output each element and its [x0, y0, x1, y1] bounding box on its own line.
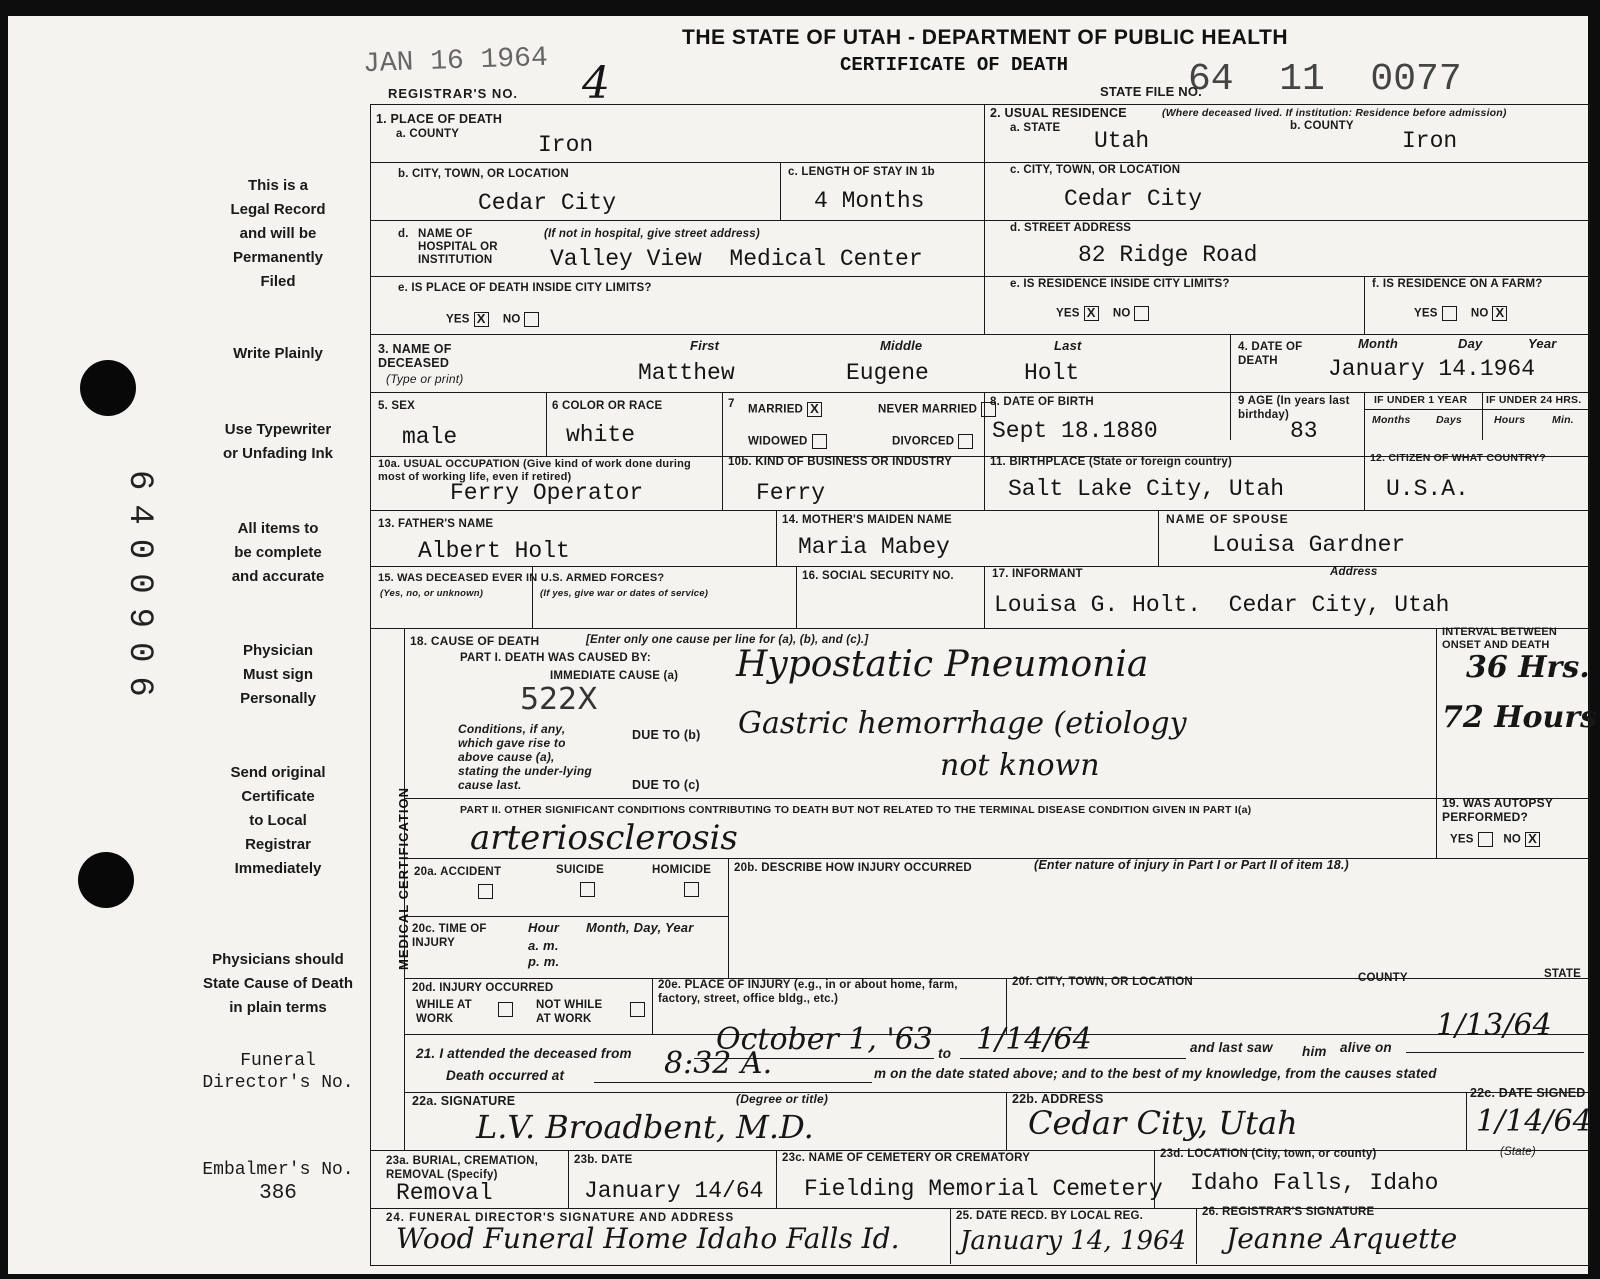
months-label: Months: [1372, 414, 1411, 426]
interval-a: 36 Hrs.: [1466, 650, 1590, 685]
part2-conditions: arteriosclerosis: [470, 818, 738, 858]
hour-label: Hour: [528, 920, 560, 935]
date-stamp: JAN 16 1964: [362, 42, 549, 81]
rule: [404, 916, 728, 917]
cause-of-death-label: 18. CAUSE OF DEATH: [410, 634, 540, 648]
rule: [1364, 276, 1365, 334]
while-at-work-checkbox[interactable]: [498, 1002, 513, 1017]
injury-occurred-label: 20d. INJURY OCCURRED: [412, 982, 554, 994]
date-of-death-label: 4. DATE OF DEATH: [1238, 341, 1303, 367]
rule: [370, 628, 1588, 629]
deceased-first-name: Matthew: [638, 360, 735, 386]
rule: [568, 1150, 569, 1208]
homicide-label: HOMICIDE: [652, 864, 712, 876]
month-day-year-label: Month, Day, Year: [586, 920, 694, 935]
autopsy-no-checkbox[interactable]: X: [1525, 832, 1540, 847]
color-race: white: [566, 422, 636, 448]
age: 83: [1290, 418, 1318, 444]
informant: Louisa G. Holt. Cedar City, Utah: [994, 592, 1450, 618]
place-of-injury-label: 20e. PLACE OF INJURY (e.g., in or about home, farm, factory, street, office bldg., etc.): [658, 979, 958, 1005]
rule: [1230, 334, 1231, 440]
first-name-label: First: [690, 338, 720, 353]
rule: [728, 858, 729, 978]
spouse-name: Louisa Gardner: [1212, 532, 1406, 558]
sidebar-send-original: Send original Certificate to Local Registrar Immediately: [230, 764, 326, 877]
registrar-no-label: REGISTRAR'S NO.: [388, 86, 519, 101]
sidebar-complete: All items to be complete and accurate: [231, 520, 325, 585]
rule: [370, 1150, 1588, 1151]
funeral-director-label: 24. FUNERAL DIRECTOR'S SIGNATURE AND ADDRESS: [386, 1212, 735, 1224]
alive-on-label: alive on: [1340, 1040, 1392, 1055]
residence-farm-yes-checkbox[interactable]: [1442, 306, 1457, 321]
usual-residence-label: 2. USUAL RESIDENCE: [990, 106, 1127, 120]
sidebar-funeral-director: Funeral Director's No.: [202, 1051, 354, 1093]
certificate-title: CERTIFICATE OF DEATH: [840, 54, 1069, 76]
under-24-hrs-label: IF UNDER 24 HRS.: [1486, 394, 1582, 406]
last-name-label: Last: [1054, 338, 1082, 353]
him-label: him: [1302, 1044, 1327, 1059]
mother-name-label: 14. MOTHER'S MAIDEN NAME: [782, 514, 952, 526]
residence-county: Iron: [1402, 128, 1458, 154]
ssn-label: 16. SOCIAL SECURITY NO.: [802, 570, 954, 582]
rule: [1482, 392, 1483, 440]
homicide-checkbox[interactable]: [684, 882, 699, 897]
autopsy-label: 19. WAS AUTOPSY PERFORMED?: [1442, 796, 1553, 824]
informant-label: 17. INFORMANT: [992, 568, 1083, 580]
death-county-label: a. COUNTY: [396, 128, 460, 140]
death-inside-limits-options: YES X NO: [446, 312, 543, 327]
rule: [546, 392, 547, 456]
rule: [950, 1208, 951, 1264]
armed-forces-note-b: (If yes, give war or dates of service): [540, 588, 709, 599]
year-label: Year: [1528, 336, 1557, 351]
not-while-at-work-checkbox[interactable]: [630, 1002, 645, 1017]
color-race-label: 6 COLOR OR RACE: [552, 400, 663, 412]
not-while-at-work-label: NOT WHILE AT WORK: [536, 999, 603, 1025]
residence-inside-limits-yes-checkbox[interactable]: X: [1084, 306, 1099, 321]
residence-inside-limits-label: e. IS RESIDENCE INSIDE CITY LIMITS?: [1010, 278, 1230, 290]
mother-name: Maria Mabey: [798, 534, 950, 560]
funeral-director-signature: Wood Funeral Home Idaho Falls Id.: [396, 1222, 900, 1255]
autopsy-yes-checkbox[interactable]: [1478, 832, 1493, 847]
informant-address-label: Address: [1330, 566, 1378, 578]
rule: [370, 566, 1588, 567]
due-to-b-continued: not known: [940, 748, 1100, 783]
injury-city-label: 20f. CITY, TOWN, OR LOCATION: [1012, 976, 1193, 988]
sidebar-physician: Physician Must sign Personally: [240, 642, 316, 707]
attended-to: 1/14/64: [976, 1022, 1092, 1057]
citizen-label: 12. CITIZEN OF WHAT COUNTRY?: [1370, 452, 1546, 464]
describe-injury-label: 20b. DESCRIBE HOW INJURY OCCURRED: [734, 862, 972, 874]
burial-location-label: 23d. LOCATION (City, town, or county): [1160, 1148, 1377, 1160]
embalmer-number: 386: [259, 1182, 297, 1205]
rule: [370, 276, 1588, 277]
length-of-stay: 4 Months: [814, 188, 925, 214]
cemetery: Fielding Memorial Cemetery: [804, 1176, 1163, 1202]
rule: [960, 1058, 1186, 1059]
sidebar-plain-terms: Physicians should State Cause of Death in plain terms: [202, 951, 354, 1016]
married-option: MARRIED X: [748, 402, 826, 417]
rule: [370, 510, 1588, 511]
date-signed: 1/14/64: [1476, 1104, 1592, 1139]
spouse-name-label: NAME OF SPOUSE: [1166, 512, 1289, 526]
immediate-cause: Hypostatic Pneumonia: [736, 644, 1149, 685]
father-name: Albert Holt: [418, 538, 570, 564]
residence-city: Cedar City: [1064, 186, 1203, 212]
hours-label: Hours: [1494, 414, 1526, 426]
date-received: January 14, 1964: [960, 1226, 1187, 1256]
death-inside-limits-no-checkbox[interactable]: [524, 312, 539, 327]
business: Ferry: [756, 480, 826, 506]
residence-street-label: d. STREET ADDRESS: [1010, 222, 1132, 234]
residence-street: 82 Ridge Road: [1078, 242, 1258, 268]
rule: [1466, 1092, 1467, 1150]
pm-label: p. m.: [528, 954, 560, 969]
hospital-note: (If not in hospital, give street address): [544, 228, 760, 240]
rule: [1158, 510, 1159, 566]
physician-signature: L.V. Broadbent, M.D.: [476, 1108, 814, 1146]
rule: [404, 798, 1588, 799]
birthplace: Salt Lake City, Utah: [1008, 476, 1285, 502]
burial-location: Idaho Falls, Idaho: [1190, 1170, 1439, 1196]
rule: [370, 334, 1588, 335]
month-label: Month: [1358, 336, 1398, 351]
alive-on-date: 1/13/64: [1436, 1008, 1552, 1043]
attended-from: October 1, '63: [716, 1022, 933, 1057]
place-of-death-label: 1. PLACE OF DEATH: [376, 112, 503, 126]
rule: [370, 392, 1588, 393]
am-label: a. m.: [528, 938, 559, 953]
rule: [984, 566, 985, 628]
type-or-print-note: (Type or print): [386, 372, 464, 386]
immediate-cause-label: IMMEDIATE CAUSE (a): [550, 670, 679, 682]
widowed-option: WIDOWED: [748, 434, 831, 449]
rule: [1436, 798, 1437, 858]
rule: [1436, 628, 1437, 798]
armed-forces-label: 15. WAS DECEASED EVER IN U.S. ARMED FORCES?: [378, 572, 665, 584]
punch-hole-bottom: [78, 852, 134, 908]
rule: [1364, 409, 1588, 410]
burial-type: Removal: [396, 1180, 493, 1206]
residence-city-label: c. CITY, TOWN, OR LOCATION: [1010, 164, 1181, 176]
suicide-label: SUICIDE: [556, 864, 605, 876]
interval-b: 72 Hours: [1442, 700, 1598, 735]
inside-city-limits-label: e. IS PLACE OF DEATH INSIDE CITY LIMITS?: [398, 282, 652, 294]
punch-hole-top: [80, 360, 136, 416]
armed-forces-note-a: (Yes, no, or unknown): [380, 588, 484, 599]
date-received-label: 25. DATE RECD. BY LOCAL REG.: [956, 1210, 1144, 1222]
deceased-last-name: Holt: [1024, 360, 1080, 386]
while-at-work-label: WHILE AT WORK: [416, 999, 472, 1025]
rule: [370, 162, 1588, 163]
middle-name-label: Middle: [880, 338, 923, 353]
married-checkbox[interactable]: X: [807, 402, 822, 417]
occupation: Ferry Operator: [450, 480, 644, 506]
sidebar-legal-record: This is a Legal Record and will be Permanently Filed: [230, 177, 326, 290]
death-city: Cedar City: [478, 190, 617, 216]
conditions-note: Conditions, if any, which gave rise to above cause (a), stating the under-lying cause last.: [458, 722, 592, 792]
death-county: Iron: [538, 132, 594, 158]
residence-county-label: b. COUNTY: [1290, 120, 1354, 132]
father-name-label: 13. FATHER'S NAME: [378, 518, 494, 530]
death-inside-limits-yes-checkbox[interactable]: X: [474, 312, 489, 327]
attended-label: 21. I attended the deceased from: [416, 1046, 632, 1061]
days-label: Days: [1436, 414, 1462, 426]
rule: [652, 978, 653, 1034]
under-1-year-label: IF UNDER 1 YEAR: [1374, 394, 1468, 406]
sex: male: [402, 424, 458, 450]
death-time: 8:32 A.: [664, 1046, 773, 1081]
rule: [1196, 1208, 1197, 1264]
interval-label: INTERVAL BETWEEN ONSET AND DEATH: [1442, 626, 1558, 651]
time-of-injury-label: 20c. TIME OF INJURY: [412, 923, 487, 949]
length-of-stay-label: c. LENGTH OF STAY IN 1b: [788, 166, 935, 178]
attended-to-label: to: [938, 1046, 952, 1061]
widowed-checkbox[interactable]: [812, 434, 827, 449]
item7-label: 7: [728, 398, 735, 410]
disease-code: 522X: [520, 682, 598, 717]
residence-farm-label: f. IS RESIDENCE ON A FARM?: [1372, 278, 1543, 290]
rule: [370, 220, 1588, 221]
registrar-signature-label: 26. REGISTRAR'S SIGNATURE: [1202, 1206, 1375, 1218]
suicide-checkbox[interactable]: [580, 882, 595, 897]
burial-date: January 14/64: [584, 1178, 764, 1204]
burial-label: 23a. BURIAL, CREMATION, REMOVAL (Specify): [386, 1155, 538, 1181]
sidebar-embalmer: Embalmer's No. 386: [168, 1158, 388, 1206]
day-label: Day: [1458, 336, 1483, 351]
page-title: THE STATE OF UTAH - DEPARTMENT OF PUBLIC HEALTH: [682, 26, 1289, 49]
registrar-no: 4: [582, 58, 610, 109]
date-of-death: January 14.1964: [1328, 356, 1536, 382]
part2-label: PART II. OTHER SIGNIFICANT CONDITIONS CONTRIBUTING TO DEATH BUT NOT RELATED TO THE TERMINAL DISEASE CONDITION GIVEN IN PART I(a): [460, 804, 1252, 816]
part1-label: PART I. DEATH WAS CAUSED BY:: [460, 652, 651, 664]
rule: [1406, 1052, 1584, 1053]
medical-certification-label: MEDICAL CERTIFICATION: [396, 786, 411, 970]
residence-inside-limits-no-checkbox[interactable]: [1134, 306, 1149, 321]
rule: [796, 566, 797, 628]
burial-state-note: (State): [1500, 1146, 1536, 1158]
rule: [404, 858, 1588, 859]
due-to-b: Gastric hemorrhage (etiology: [738, 706, 1187, 741]
divorced-option: DIVORCED: [892, 434, 977, 449]
burial-date-label: 23b. DATE: [574, 1154, 633, 1166]
registrar-signature: Jeanne Arquette: [1226, 1222, 1458, 1255]
rule: [404, 1092, 1588, 1093]
occupation-label: 10a. USUAL OCCUPATION (Give kind of work done during most of working life, even if retired): [378, 458, 691, 483]
hospital-label-letter: d.: [398, 228, 409, 240]
residence-farm-no-checkbox[interactable]: X: [1492, 306, 1507, 321]
last-saw-label: and last saw: [1190, 1040, 1273, 1055]
rule: [722, 392, 723, 510]
accident-checkbox[interactable]: [478, 884, 493, 899]
min-label: Min.: [1552, 414, 1574, 426]
usual-residence-note: (Where deceased lived. If institution: Residence before admission): [1162, 107, 1507, 119]
death-city-label: b. CITY, TOWN, OR LOCATION: [398, 168, 569, 180]
injury-county-label: COUNTY: [1358, 972, 1408, 984]
rule: [776, 1150, 777, 1208]
sidebar-typewriter: Use Typewriter or Unfading Ink: [223, 421, 333, 462]
residence-farm-options: YES NO X: [1414, 306, 1511, 321]
rule: [594, 1082, 872, 1083]
injury-state-label: STATE: [1544, 968, 1581, 980]
accident-label: 20a. ACCIDENT: [414, 866, 502, 878]
state-file-no: 64 11 0077: [1188, 58, 1462, 101]
deceased-middle-name: Eugene: [846, 360, 929, 386]
divorced-checkbox[interactable]: [958, 434, 973, 449]
certification-statement: m on the date stated above; and to the best of my knowledge, from the causes stated: [874, 1066, 1437, 1081]
birthplace-label: 11. BIRTHPLACE (State or foreign country): [990, 456, 1233, 468]
hospital-name: Valley View Medical Center: [550, 246, 923, 272]
rule: [780, 162, 781, 220]
cemetery-label: 23c. NAME OF CEMETERY OR CREMATORY: [782, 1152, 1031, 1164]
date-of-birth-label: 8. DATE OF BIRTH: [990, 396, 1094, 408]
physician-address: Cedar City, Utah: [1028, 1104, 1298, 1142]
deceased-name-label: 3. NAME OF DECEASED: [378, 342, 452, 370]
never-married-option: NEVER MARRIED: [878, 402, 1000, 417]
residence-inside-limits-options: YES X NO: [1056, 306, 1153, 321]
signature-label: 22a. SIGNATURE: [412, 1094, 516, 1108]
hospital-label: NAME OF HOSPITAL OR INSTITUTION: [418, 228, 498, 266]
age-label: 9 AGE (In years last birthday): [1238, 395, 1350, 421]
sidebar-write-plainly: Write Plainly: [233, 345, 323, 362]
death-occurred-label: Death occurred at: [446, 1068, 565, 1083]
autopsy-options: YES NO X: [1450, 832, 1544, 847]
rule: [776, 510, 777, 566]
rule: [370, 1208, 1588, 1209]
date-signed-label: 22c. DATE SIGNED: [1470, 1086, 1586, 1100]
due-to-b-label: DUE TO (b): [632, 728, 701, 742]
sex-label: 5. SEX: [378, 400, 415, 412]
residence-state: Utah: [1094, 128, 1150, 154]
degree-label: (Degree or title): [736, 1092, 829, 1106]
rule: [1006, 1092, 1007, 1150]
vertical-serial-number: 6400906: [120, 470, 158, 711]
date-of-birth: Sept 18.1880: [992, 418, 1158, 444]
citizen: U.S.A.: [1386, 476, 1469, 502]
physician-address-label: 22b. ADDRESS: [1012, 1092, 1104, 1106]
cause-of-death-note: [Enter only one cause per line for (a), (b), and (c).]: [586, 634, 869, 646]
rule: [984, 104, 985, 334]
due-to-c-label: DUE TO (c): [632, 778, 700, 792]
residence-state-label: a. STATE: [1010, 122, 1061, 134]
business-label: 10b. KIND OF BUSINESS OR INDUSTRY: [728, 456, 953, 468]
state-file-no-label: STATE FILE NO.: [1100, 84, 1202, 99]
describe-injury-note: (Enter nature of injury in Part I or Part II of item 18.): [1034, 858, 1349, 872]
